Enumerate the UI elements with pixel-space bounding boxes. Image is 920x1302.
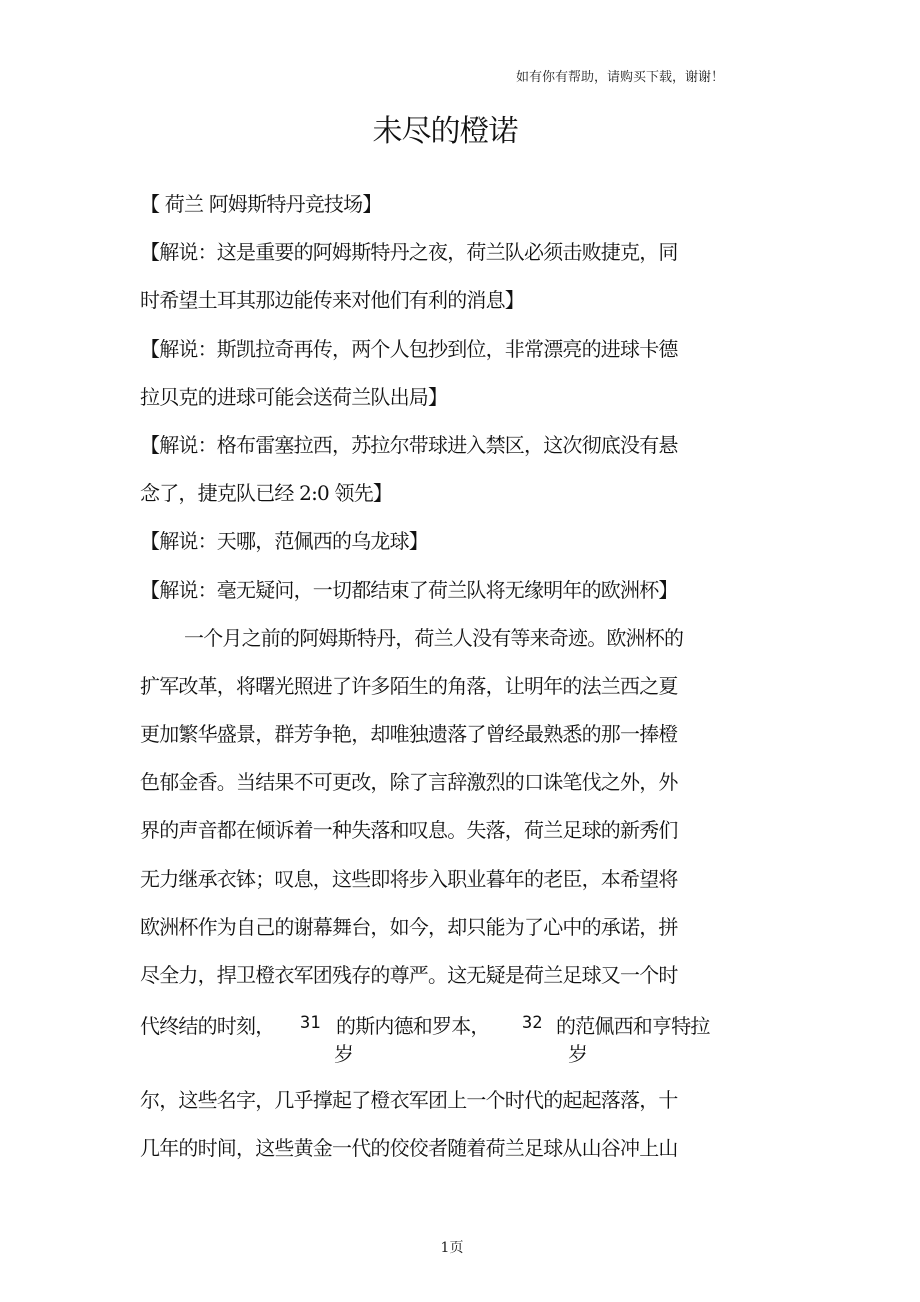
text-line: 欧洲杯作为自己的谢幕舞台，如今，却只能为了心中的承诺，拼 <box>140 914 678 939</box>
text-line: 【解说：格布雷塞拉西，苏拉尔带球进入禁区，这次彻底没有悬 <box>140 432 678 457</box>
text-line: 拉贝克的进球可能会送荷兰队出局】 <box>140 384 448 409</box>
age-number-31: 31 <box>300 1013 321 1033</box>
text-line: 【解说：天哪，范佩西的乌龙球】 <box>140 529 428 554</box>
age-unit-2: 岁 <box>568 1042 588 1066</box>
text-line: 界的声音都在倾诉着一种失落和叹息。失落，荷兰足球的新秀们 <box>140 818 678 843</box>
age-line-text-2: 的斯内德和罗本， <box>336 1014 490 1038</box>
age-unit-1: 岁 <box>334 1042 354 1066</box>
text-line: 扩军改革，将曙光照进了许多陌生的角落，让明年的法兰西之夏 <box>140 673 678 698</box>
text-line: 更加繁华盛景，群芳争艳，却唯独遗落了曾经最熟悉的那一捧橙 <box>140 722 678 747</box>
text-line: 尔，这些名字，几乎撑起了橙衣军团上一个时代的起起落落，十 <box>140 1088 678 1112</box>
text-line: 念了，捷克队已经 2:0 领先】 <box>140 481 393 506</box>
body-text <box>140 186 740 1005</box>
text-line: 时希望土耳其那边能传来对他们有利的消息】 <box>140 288 524 313</box>
text-line: 几年的时间，这些黄金一代的佼佼者随着荷兰足球从山谷冲上山 <box>140 1136 678 1161</box>
header-note: 如有你有帮助，请购买下载，谢谢！ <box>515 70 724 85</box>
age-number-32: 32 <box>522 1013 543 1033</box>
age-line-text-1: 代终结的时刻， <box>140 1014 275 1038</box>
text-line: 尽全力，捍卫橙衣军团残存的尊严。这无疑是荷兰足球又一个时 <box>140 963 678 987</box>
text-line: 【解说：这是重要的阿姆斯特丹之夜，荷兰队必须击败捷克，同 <box>140 240 678 265</box>
age-line-text-3: 的范佩西和亨特拉 <box>556 1014 710 1038</box>
text-line: 无力继承衣钵；叹息，这些即将步入职业暮年的老臣，本希望将 <box>140 866 678 891</box>
text-line: 【解说：斯凯拉奇再传，两个人包抄到位，非常漂亮的进球卡德 <box>140 336 678 361</box>
page-number: 1页 <box>440 1240 464 1256</box>
document-title: 未尽的橙诺 <box>372 114 518 149</box>
text-line: 【解说：毫无疑问，一切都结束了荷兰队将无缘明年的欧洲杯】 <box>140 577 678 602</box>
age-line <box>140 1000 760 1070</box>
body-text-continued <box>140 1082 740 1178</box>
text-line-venue: 【 荷兰 阿姆斯特丹竞技场】 <box>140 192 382 216</box>
text-line: 色郁金香。当结果不可更改，除了言辞激烈的口诛笔伐之外，外 <box>140 770 678 795</box>
paragraph-first-line: 一个月之前的阿姆斯特丹，荷兰人没有等来奇迹。欧洲杯的 <box>184 625 684 650</box>
